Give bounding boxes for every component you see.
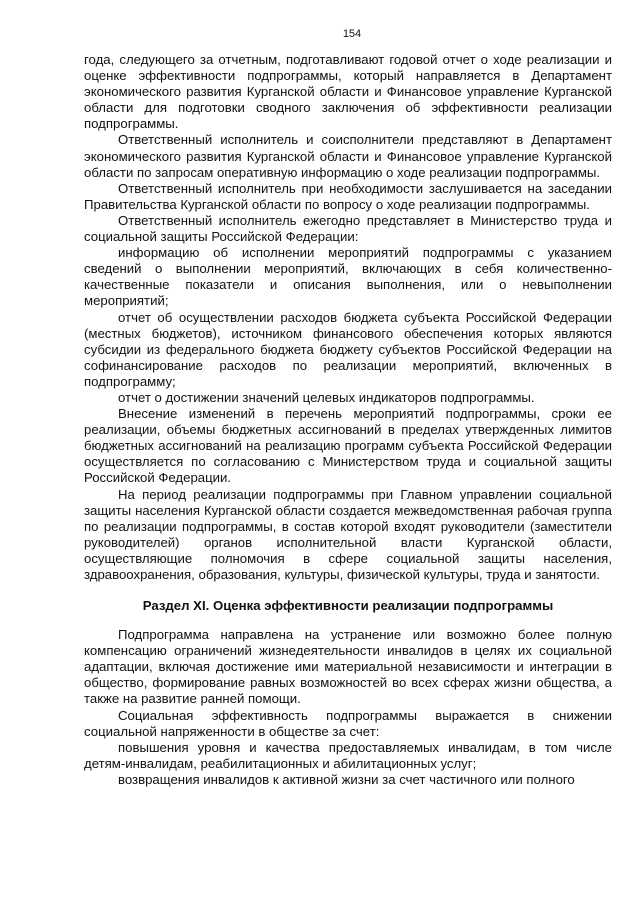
paragraph: Внесение изменений в перечень мероприятий подпрограммы, сроки ее реализации, объемы бюджетных ассигнований в пределах утвержденных лимитов бюджетных ассигнований на реализацию программ субъекта Российской Федерации осуществляется по согласованию с Министерством труда и социальной защиты Российской Федерации. [84,406,612,486]
paragraph: Ответственный исполнитель при необходимости заслушивается на заседании Правительства Курганской области по вопросу о ходе реализации подпрограммы. [84,180,612,212]
paragraph: повышения уровня и качества предоставляемых инвалидам, в том числе детям-инвалидам, реабилитационных и абилитационных услуг; [84,739,612,771]
paragraph: возвращения инвалидов к активной жизни за счет частичного или полного [118,771,575,787]
paragraph: Подпрограмма направлена на устранение или возможно более полную компенсацию ограничений жизнедеятельности инвалидов в целях их социальной адаптации, включая достижение ими материальной независимости и интеграции в общество, формирование равных возможностей во всех сферах жизни общества, а также на развитие ранней помощи. [84,627,612,707]
section-body-bottom [84,627,612,788]
paragraph: Ответственный исполнитель ежегодно представляет в Министерство труда и социальной защиты Российской Федерации: [84,212,612,245]
page-number: 154 [342,28,362,40]
paragraph: отчет об осуществлении расходов бюджета субъекта Российской Федерации (местных бюджетов), источником финансового обеспечения которых являются субсидии из федерального бюджета бюджету субъектов Российской Федерации на софинансирование расходов по реализации мероприятий, включенных в подпрограмму; [84,309,612,389]
section-body-top [84,52,612,583]
section-heading: Раздел XI. Оценка эффективности реализации подпрограммы [142,598,554,614]
paragraph: Социальная эффективность подпрограммы выражается в снижении социальной напряженности в обществе за счет: [84,707,612,739]
paragraph: года, следующего за отчетным, подготавливают годовой отчет о ходе реализации и оценке эффективности подпрограммы, который направляется в Департамент экономического развития Курганской области и Финансовое управление Курганской области для подготовки сводного заключения об эффективности реализации подпрограммы. [84,52,612,132]
paragraph: Ответственный исполнитель и соисполнители представляют в Департамент экономического развития Курганской области и Финансовое управление Курганской области по запросам оперативную информацию о ходе реализации подпрограммы. [84,132,612,180]
paragraph: отчет о достижении значений целевых индикаторов подпрограммы. [118,389,535,405]
paragraph: информацию об исполнении мероприятий подпрограммы с указанием сведений о выполнении мероприятий, включающих в себя количественно-качественные показатели и описания выполнения, или о невыполнении мероприятий; [84,245,612,309]
paragraph: На период реализации подпрограммы при Главном управлении социальной защиты населения Курганской области создается межведомственная рабочая группа по реализации подпрограммы, в состав которой входят руководители (заместители руководителей) органов исполнительной власти Курганской области, осуществляющие полномочия в сфере социальной защиты населения, здравоохранения, образования, культуры, физической культуры, труда и занятости. [84,486,612,582]
